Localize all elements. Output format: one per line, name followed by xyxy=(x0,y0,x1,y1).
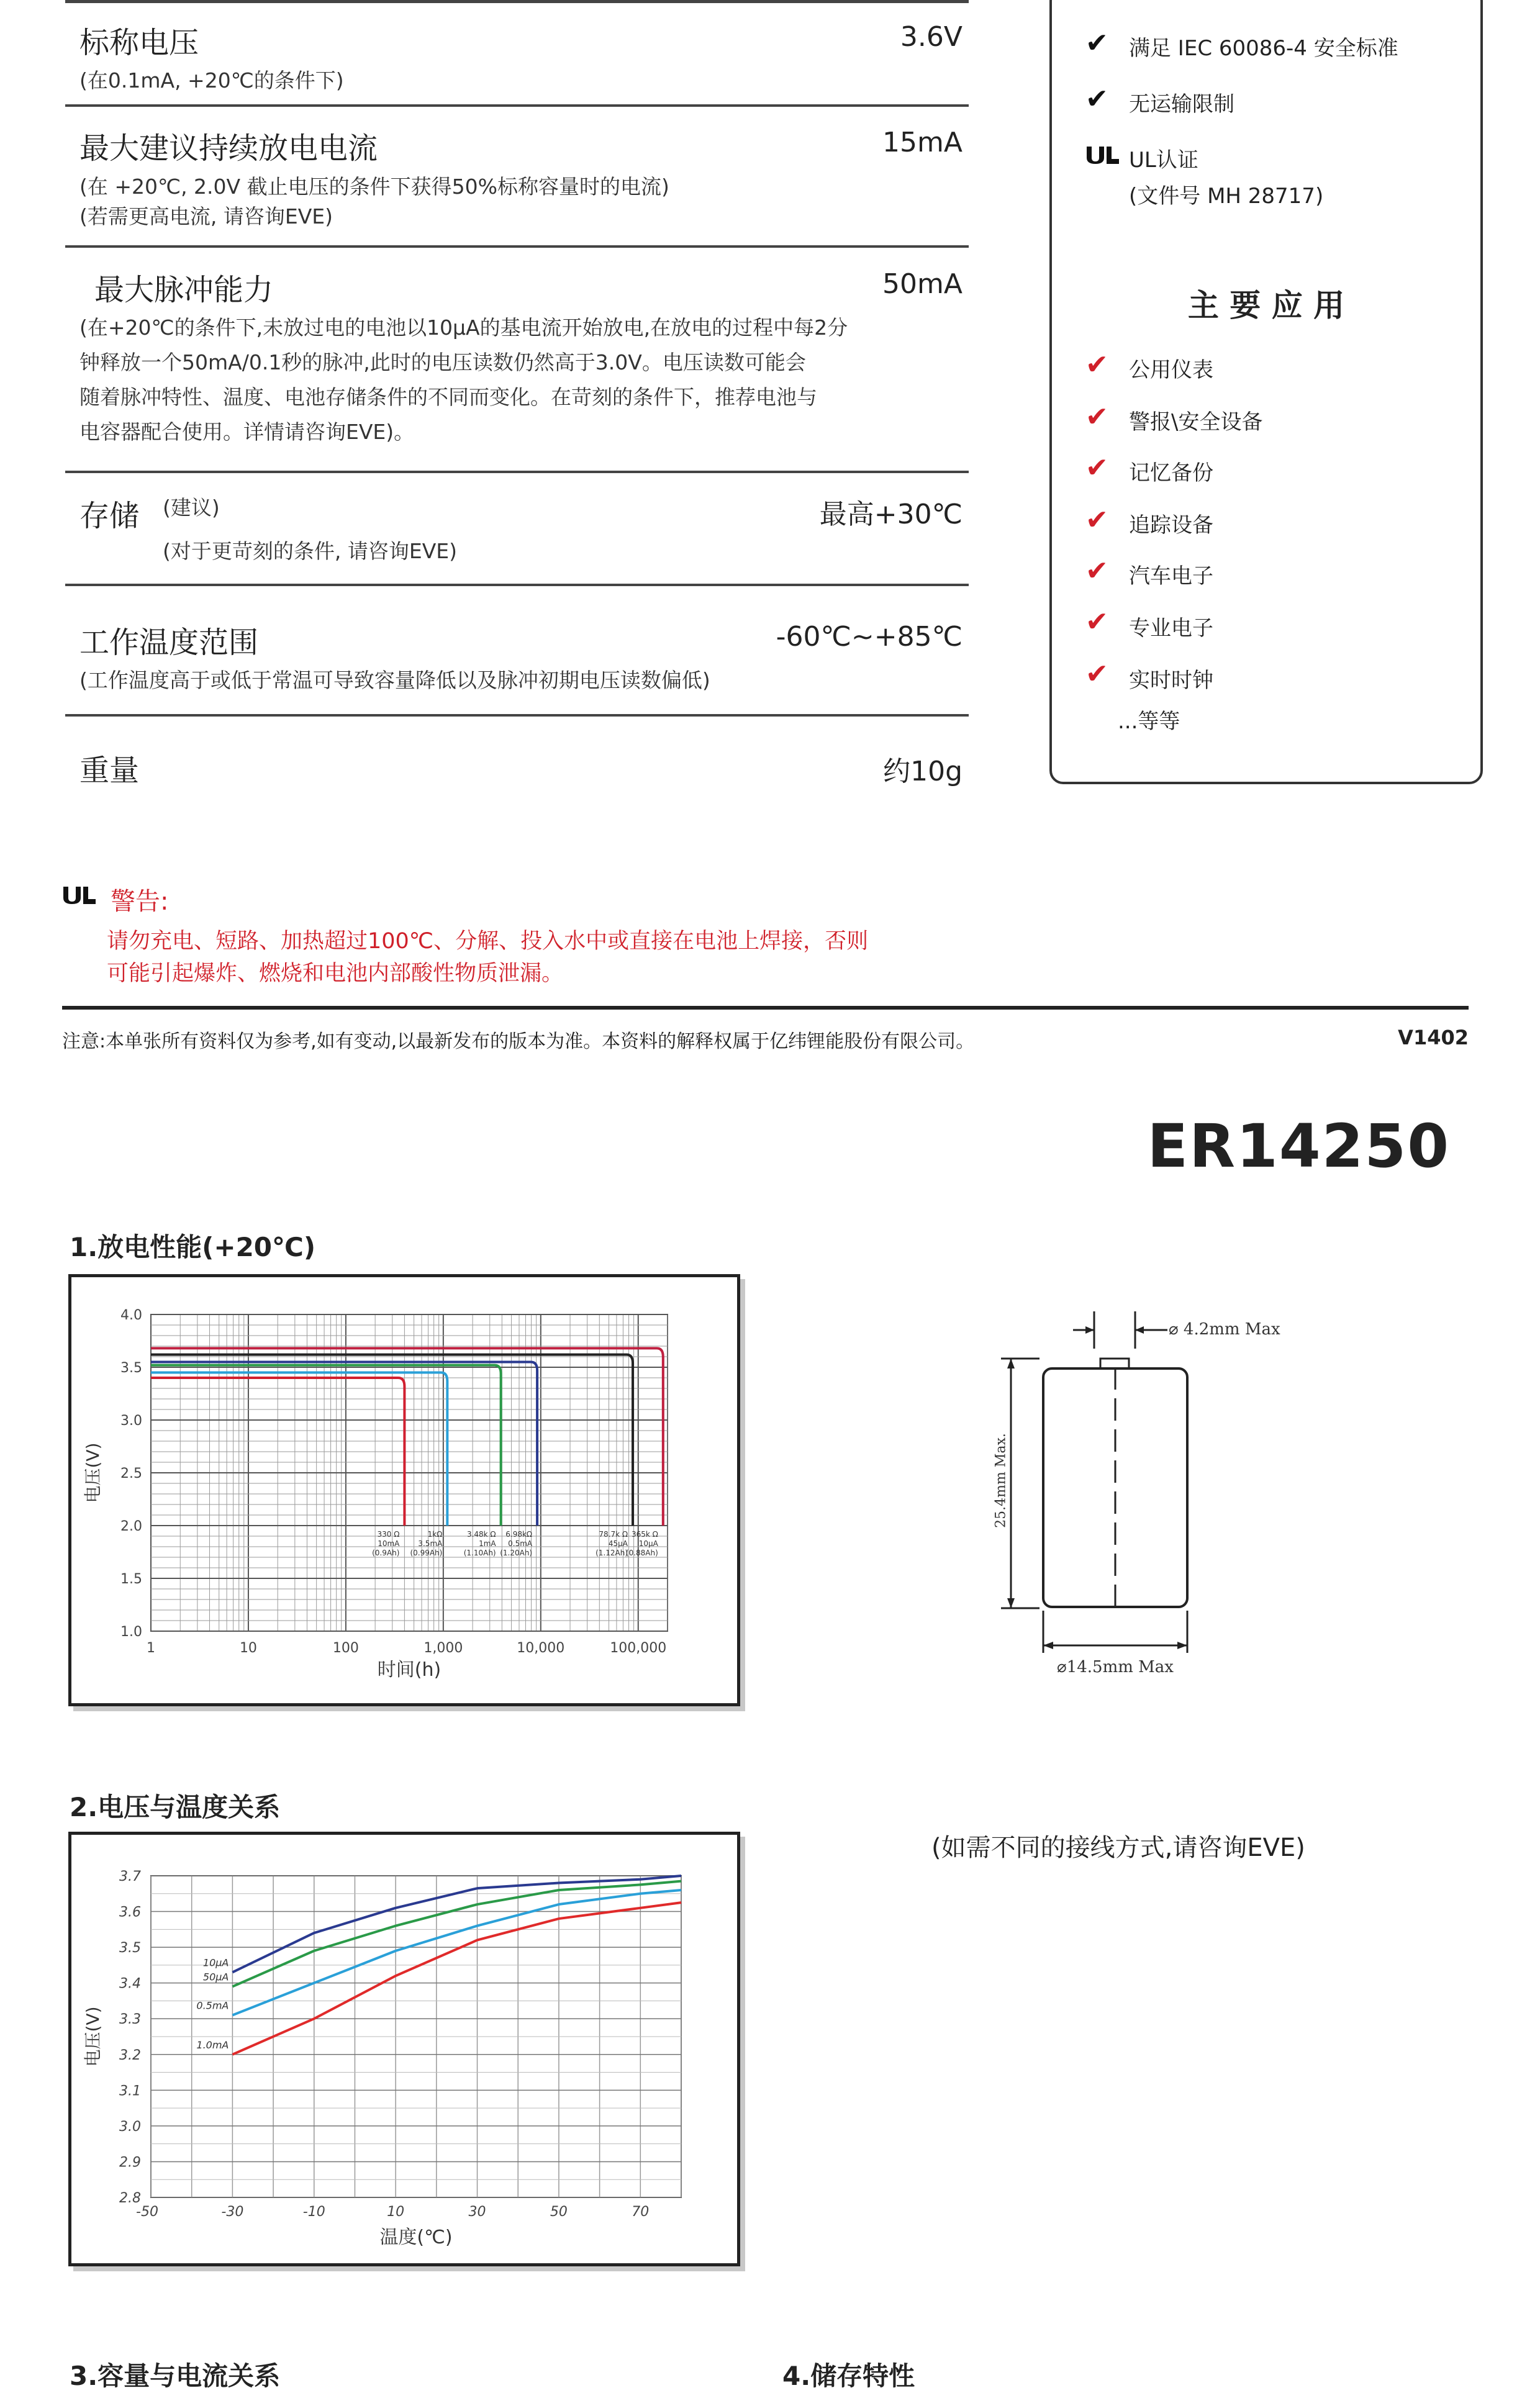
series-label: 6.98kΩ xyxy=(505,1530,533,1539)
series-label: 1.0mA xyxy=(196,2038,229,2051)
storage-value: 最高+30℃ xyxy=(819,499,962,530)
x-tick-label: 30 xyxy=(468,2204,486,2220)
nominal-voltage-value: 3.6V xyxy=(900,21,962,53)
red-check-icon: ✔ xyxy=(1085,555,1108,587)
series-label: 45μA xyxy=(608,1539,628,1548)
section-title-voltage-temp: 2.电压与温度关系 xyxy=(70,1792,281,1822)
ul-logo-icon xyxy=(1085,144,1120,168)
height-dimension-label: 25.4mm Max. xyxy=(993,1433,1009,1528)
y-tick-label: 2.0 xyxy=(120,1519,142,1534)
y-tick-label: 4.0 xyxy=(120,1308,142,1323)
max-current-value: 15mA xyxy=(882,127,962,158)
divider xyxy=(65,471,969,473)
max-pulse-note: (在+20℃的条件下,未放过电的电池以10μA的基电流开始放电,在放电的过程中每2分 xyxy=(79,315,848,340)
x-axis-label: 温度(℃) xyxy=(379,2227,453,2248)
divider xyxy=(65,104,969,107)
y-tick-label: 1.0 xyxy=(120,1624,142,1640)
voltage-temp-chart-frame xyxy=(68,1832,740,2266)
y-tick-label: 3.7 xyxy=(119,1869,141,1884)
feature-item: 无运输限制 xyxy=(1129,92,1234,117)
application-item: 汽车电子 xyxy=(1129,564,1213,589)
y-axis-label: 电压(V) xyxy=(83,1442,103,1503)
voltage-temp-chart xyxy=(71,1835,737,2263)
series-label: 10mA xyxy=(378,1539,400,1548)
y-tick-label: 3.5 xyxy=(120,1360,142,1376)
storage-note: (对于更苛刻的条件, 请咨询EVE) xyxy=(163,539,458,563)
discharge-chart xyxy=(71,1277,737,1703)
storage-title: 存储 xyxy=(79,499,140,533)
op-temp-title: 工作温度范围 xyxy=(79,625,259,660)
ul-logo-icon xyxy=(62,884,97,908)
storage-sub: (建议) xyxy=(163,495,220,520)
y-tick-label: 2.9 xyxy=(119,2155,141,2171)
wiring-note: (如需不同的接线方式,请咨询EVE) xyxy=(931,1834,1305,1862)
warning-text: 请勿充电、短路、加热超过100℃、分解、投入水中或直接在电池上焊接，否则 xyxy=(107,929,869,954)
red-check-icon: ✔ xyxy=(1085,349,1108,381)
series-label: (1.12Ah) xyxy=(596,1549,628,1557)
x-tick-label: 10 xyxy=(239,1640,257,1656)
series-label: 3.5mA xyxy=(418,1539,443,1548)
section-title-storage-char: 4.储存特性 xyxy=(782,2361,915,2391)
x-tick-label: 70 xyxy=(632,2204,650,2220)
y-tick-label: 3.0 xyxy=(120,1413,142,1429)
op-temp-note: (工作温度高于或低于常温可导致容量降低以及脉冲初期电压读数偏低) xyxy=(79,668,710,692)
application-item: 公用仪表 xyxy=(1129,358,1213,382)
op-temp-value: -60℃~+85℃ xyxy=(776,621,962,653)
weight-title: 重量 xyxy=(79,753,140,788)
x-tick-label: 50 xyxy=(550,2204,568,2220)
series-label: 330 Ω xyxy=(377,1530,400,1539)
red-check-icon: ✔ xyxy=(1085,504,1108,536)
warning-title: 警告: xyxy=(111,887,169,916)
red-check-icon: ✔ xyxy=(1085,658,1108,690)
series-label: (1.20Ah) xyxy=(500,1549,533,1557)
series-label: 0.5mA xyxy=(508,1539,533,1548)
weight-value: 约10g xyxy=(883,756,962,787)
nominal-voltage-title: 标称电压 xyxy=(79,25,199,60)
max-current-title: 最大建议持续放电电流 xyxy=(79,131,378,166)
x-tick-label: -30 xyxy=(221,2204,244,2220)
application-item: 警报\安全设备 xyxy=(1129,410,1263,435)
applications-title: 主 要 应 用 xyxy=(1187,287,1345,323)
footer-disclaimer: 注意:本单张所有资料仅为参考,如有变动,以最新发布的版本为准。本资料的解释权属于亿纬锂能股份有限公司。 xyxy=(62,1031,975,1052)
features-panel xyxy=(1049,0,1483,784)
footer-version: V1402 xyxy=(1398,1026,1469,1049)
y-tick-label: 3.4 xyxy=(119,1976,141,1992)
applications-etc: ...等等 xyxy=(1118,709,1180,734)
footer-rule xyxy=(62,1006,1469,1010)
terminal-dimension-label: ⌀ 4.2mm Max xyxy=(1169,1320,1280,1339)
max-current-note: (在 +20℃, 2.0V 截止电压的条件下获得50%标称容量时的电流) xyxy=(79,174,669,199)
diameter-dimension-label: ⌀14.5mm Max xyxy=(1057,1658,1174,1676)
series-label: 78.7k Ω xyxy=(599,1530,628,1539)
series-label: (0.99Ah) xyxy=(410,1549,443,1557)
y-tick-label: 2.5 xyxy=(120,1466,142,1481)
series-label: 10μA xyxy=(202,1956,229,1969)
y-tick-label: 3.3 xyxy=(119,2012,141,2028)
top-rule xyxy=(65,0,969,3)
section-title-capacity-current: 3.容量与电流关系 xyxy=(70,2361,281,2391)
y-tick-label: 3.5 xyxy=(119,1940,141,1956)
application-item: 追踪设备 xyxy=(1129,513,1213,538)
series-label: (0.88Ah) xyxy=(625,1549,658,1557)
x-tick-label: 10 xyxy=(387,2204,405,2220)
application-item: 实时时钟 xyxy=(1129,668,1213,693)
y-axis-label: 电压(V) xyxy=(83,2006,103,2067)
discharge-chart-frame xyxy=(68,1274,740,1706)
feature-item: 满足 IEC 60086-4 安全标准 xyxy=(1129,36,1398,61)
max-pulse-note: 钟释放一个50mA/0.1秒的脉冲,此时的电压读数仍然高于3.0V。电压读数可能会 xyxy=(79,350,806,374)
application-item: 记忆备份 xyxy=(1129,461,1213,486)
x-tick-label: -10 xyxy=(302,2204,325,2220)
series-label: (0.9Ah) xyxy=(372,1549,400,1557)
x-tick-label: -50 xyxy=(136,2204,158,2220)
series-label: 3.48k Ω xyxy=(466,1530,496,1539)
battery-dimension-drawing xyxy=(975,1298,1310,1698)
max-pulse-note: 随着脉冲特性、温度、电池存储条件的不同而变化。在苛刻的条件下，推荐电池与 xyxy=(79,385,817,409)
section-title-discharge: 1.放电性能(+20℃) xyxy=(70,1232,316,1262)
max-pulse-note: 电容器配合使用。详情请咨询EVE)。 xyxy=(79,420,415,444)
series-label: 50μA xyxy=(202,1971,229,1983)
series-label: 10μA xyxy=(638,1539,658,1548)
y-tick-label: 3.1 xyxy=(119,2083,141,2099)
series-label: 365k Ω xyxy=(631,1530,658,1539)
y-tick-label: 3.2 xyxy=(119,2047,141,2063)
red-check-icon: ✔ xyxy=(1085,606,1108,638)
check-icon: ✔ xyxy=(1085,83,1108,115)
x-tick-label: 100 xyxy=(332,1640,359,1656)
divider xyxy=(65,245,969,248)
ul-cert-label: UL认证 xyxy=(1129,148,1198,173)
max-pulse-value: 50mA xyxy=(882,268,962,300)
model-title: ER14250 xyxy=(1147,1111,1450,1181)
y-tick-label: 2.8 xyxy=(119,2191,141,2206)
y-tick-label: 1.5 xyxy=(120,1572,142,1587)
nominal-voltage-note: (在0.1mA, +20℃的条件下) xyxy=(79,68,344,93)
check-icon: ✔ xyxy=(1085,27,1108,59)
divider xyxy=(65,714,969,717)
series-label: 1mA xyxy=(479,1539,496,1548)
x-tick-label: 10,000 xyxy=(517,1640,565,1656)
x-axis-label: 时间(h) xyxy=(377,1659,442,1681)
x-tick-label: 1 xyxy=(147,1640,155,1656)
ul-file-number: (文件号 MH 28717) xyxy=(1129,184,1324,209)
red-check-icon: ✔ xyxy=(1085,452,1108,484)
max-pulse-title: 最大脉冲能力 xyxy=(94,273,274,307)
series-label: (1.10Ah) xyxy=(463,1549,496,1557)
series-label: 1kΩ xyxy=(427,1530,443,1539)
red-check-icon: ✔ xyxy=(1085,401,1108,433)
series-label: 0.5mA xyxy=(196,1999,229,2012)
divider xyxy=(65,584,969,586)
application-item: 专业电子 xyxy=(1129,616,1213,641)
y-tick-label: 3.0 xyxy=(119,2119,141,2135)
x-tick-label: 100,000 xyxy=(610,1640,667,1656)
x-tick-label: 1,000 xyxy=(424,1640,463,1656)
max-current-note-2: (若需更高电流, 请咨询EVE) xyxy=(79,204,333,228)
warning-text: 可能引起爆炸、燃烧和电池内部酸性物质泄漏。 xyxy=(107,961,564,986)
y-tick-label: 3.6 xyxy=(119,1904,141,1920)
